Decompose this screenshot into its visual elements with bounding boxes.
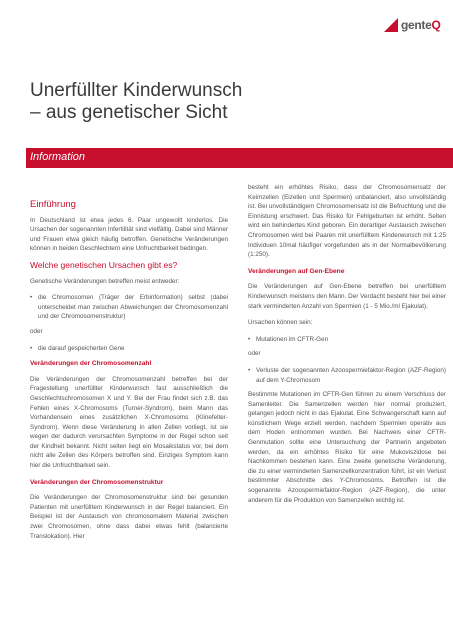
heading-chromosome-number: Veränderungen der Chromosomenzahl: [30, 360, 152, 368]
paragraph-cftr: Bestimmte Mutationen im CFTR-Gen führen zu einem Verschluss der Samenleiter. Die Samenzellen werden hier normal produziert, gelangen jedoch nicht in das Ejakulat. Eine Schwangerschaft kann auf künstlichem Wege erzielt werden, nachdem Spermien operativ aus dem Hoden entnommen wurden. Bei Nachweis einer CFTR-Genmutation sollte eine Untersuchung der Partnerin angeboten werden, da ein erhöhtes Risiko für eine Mukoviszidose bei Nachkommen bestehen kann. Eine zweite genetische Veränderung, die zu einer verminderten Samenzellkonzentration führt, ist ein Verlust bestimmter Abschnitte des Y-Chromosoms. Betroffen ist die sogenannte Azoospermiefaktor-Region (AZF-Region), die unter anderem für die Produktion von Samenzellen wichtig ist.: [248, 391, 446, 504]
paragraph-oder: oder: [248, 350, 261, 358]
causes-list-2: [30, 344, 228, 354]
heading-causes: Welche genetischen Ursachen gibt es?: [30, 259, 178, 270]
paragraph-intro: In Deutschland ist etwa jedes 6. Paar ungewollt kinderlos. Die Ursachen der sogenannten Infertilität sind vielfältig. Dabei sind Männer und Frauen etwa gleich häufig betroffen. Genetische Veränderungen können in beiden Geschlechtern eine Unfruchtbarkeit bedingen.: [30, 216, 228, 253]
paragraph-causes-can-be: Ursachen können sein:: [248, 319, 313, 327]
list-item: • Verluste der sogenannten Azoospermiefaktor-Region (AZF-Region) auf dem Y-Chromosom: [256, 366, 446, 385]
heading-gene-level: Veränderungen auf Gen-Ebene: [248, 267, 345, 275]
paragraph-oder: oder: [30, 327, 43, 335]
section-banner: [26, 148, 453, 168]
list-item: • Mutationen im CFTR-Gen: [256, 335, 446, 345]
list-item: • die darauf gespeicherten Gene: [38, 344, 228, 354]
company-logo: [384, 18, 441, 32]
paragraph-continued: besteht ein erhöhtes Risiko, dass der Chromosomensatz der Keimzellen (Eizellen und Spermien) unbalanciert, also unvollständig ist. Bei unvollständigem Chromosomensatz ist die Befruchtung und die Einnistung erschwert. Das Risiko für Fehlgeburten ist erhöht. Selten wird ein behindertes Kind geboren. Ein derartiger Austausch zwischen Chromosomen wird bei Paaren mit unerfülltem Kinderwunsch mit 1:25 Individuen 10mal häufiger vorgefunden als in der Normalbevölkerung (1:250).: [248, 184, 446, 259]
title-line-2: – aus genetischer Sicht: [30, 102, 228, 123]
gene-causes-list: [248, 335, 446, 345]
right-column: [248, 183, 446, 512]
logo-text: [401, 18, 441, 32]
page-title: [30, 80, 242, 124]
causes-list: [30, 293, 228, 322]
heading-chromosome-structure: Veränderungen der Chromosomenstruktur: [30, 478, 164, 486]
logo-mark-icon: [384, 18, 398, 32]
banner-label: Information: [30, 151, 86, 163]
list-item: • die Chromosomen (Träger der Erbinformation) selbst (dabei unterscheidet man zwischen Abweichungen der Chromosomenzahl und der Chromosomenstruktur): [38, 293, 228, 322]
paragraph-gene-level: Die Veränderungen auf Gen-Ebene betreffen bei unerfülltem Kinderwunsch meistens den Mann. Der Verdacht besteht hier bei einer stark verminderten Anzahl von Spermien (1 - 5 Mio./ml Ejakulat).: [248, 283, 446, 310]
title-line-1: Unerfüllter Kinderwunsch: [30, 80, 243, 101]
paragraph-causes: Genetische Veränderungen betreffen meist entweder:: [30, 277, 180, 285]
left-column: [30, 199, 228, 548]
logo-text-main: gente: [401, 18, 432, 32]
gene-causes-list-2: [248, 366, 446, 385]
heading-intro: Einführung: [30, 199, 76, 210]
paragraph-chromosome-number: Die Veränderungen der Chromosomenzahl betreffen bei der Fragestellung unerfüllter Kinderwunsch fast ausschließlich die Geschlechtschromosomen X und Y. Bei der Frau findet sich z.B. das Fehlen eines X-Chromosoms (Turner-Syndrom), beim Mann das Vorhandensein eines zusätzlichen X-Chromosoms (Klinefelter-Syndrom). Wenn diese Veränderung in allen Zellen vorliegt, ist sie wegen der dadurch verursachten Symptome in der Regel schon seit der Kindheit bekannt. Nicht selten liegt ein Mosaikstatus vor, bei dem nicht alle Zellen des Körpers betroffen sind. Einziges Symptom kann hier die Unfruchtbarkeit sein.: [30, 375, 228, 470]
logo-text-accent: Q: [431, 18, 441, 32]
paragraph-chromosome-structure: Die Veränderungen der Chromosomenstruktur sind bei gesunden Patienten mit unerfülltem Kinderwunsch in der Regel balanciert. Ein Beispiel ist der Austausch von chromosomalem Material zwischen zwei Chromosomen, ohne dass dabei etwas fehlt (balancierte Translokation). Hier: [30, 494, 228, 540]
